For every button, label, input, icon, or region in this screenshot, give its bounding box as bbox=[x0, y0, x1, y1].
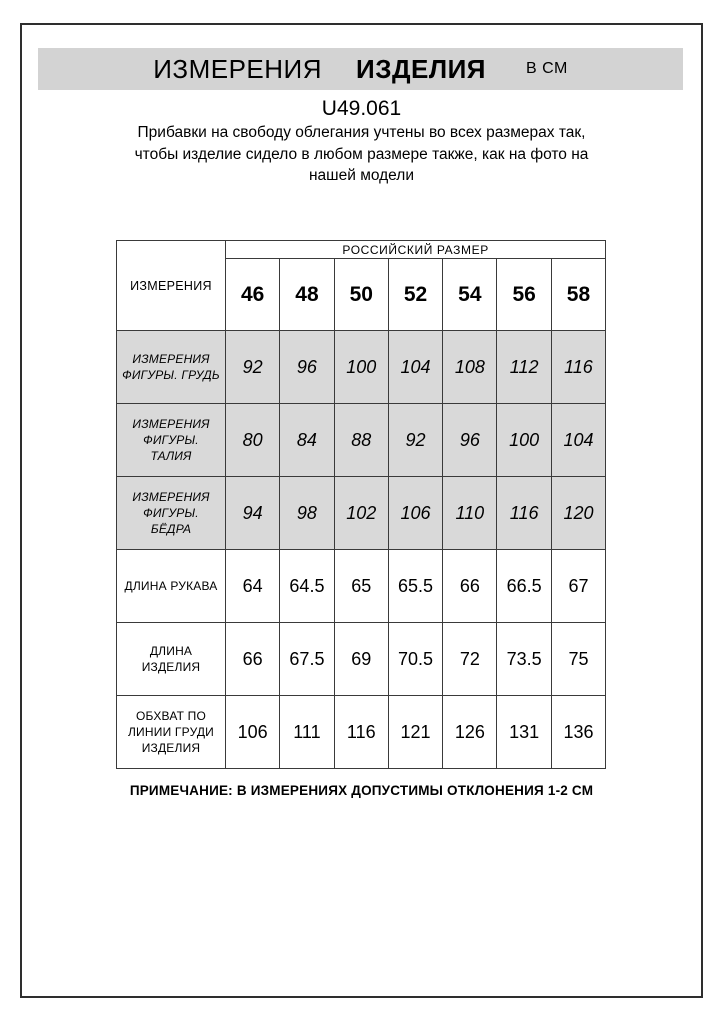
banner-title-product: ИЗДЕЛИЯ bbox=[356, 53, 486, 84]
intro-line-1: Прибавки на свободу облегания учтены во всех размерах так, bbox=[137, 124, 586, 141]
table-row-chest-girth-item bbox=[117, 696, 606, 769]
table-cell: 121 bbox=[388, 696, 442, 769]
table-cell: 75 bbox=[551, 623, 605, 696]
table-cell: 108 bbox=[443, 331, 497, 404]
size-header-50: 50 bbox=[334, 259, 388, 331]
table-cell: 92 bbox=[226, 331, 280, 404]
size-header-52: 52 bbox=[388, 259, 442, 331]
table-cell: 106 bbox=[388, 477, 442, 550]
size-header-54: 54 bbox=[443, 259, 497, 331]
row-label: ИЗМЕРЕНИЯ ФИГУРЫ. БЁДРА bbox=[117, 477, 226, 550]
table-cell: 69 bbox=[334, 623, 388, 696]
russian-size-group-header: РОССИЙСКИЙ РАЗМЕР bbox=[226, 241, 606, 259]
header-banner bbox=[38, 48, 683, 90]
table-cell: 66 bbox=[226, 623, 280, 696]
table-cell: 116 bbox=[497, 477, 551, 550]
table-header-group-row bbox=[117, 241, 606, 259]
measurements-column-header: ИЗМЕРЕНИЯ bbox=[117, 241, 226, 331]
table-cell: 116 bbox=[551, 331, 605, 404]
table-cell: 96 bbox=[443, 404, 497, 477]
table-cell: 64.5 bbox=[280, 550, 334, 623]
intro-text bbox=[22, 122, 701, 187]
size-header-46: 46 bbox=[226, 259, 280, 331]
table-cell: 67 bbox=[551, 550, 605, 623]
intro-line-2: чтобы изделие сидело в любом размере также, как на фото на bbox=[134, 145, 589, 163]
table-cell: 104 bbox=[388, 331, 442, 404]
table-cell: 120 bbox=[551, 477, 605, 550]
intro-line-3: нашей модели bbox=[309, 167, 414, 184]
table-cell: 65 bbox=[334, 550, 388, 623]
table-cell: 80 bbox=[226, 404, 280, 477]
table-cell: 65.5 bbox=[388, 550, 442, 623]
table-cell: 64 bbox=[226, 550, 280, 623]
table-row-chest bbox=[117, 331, 606, 404]
row-label: ДЛИНА РУКАВА bbox=[117, 550, 226, 623]
table-cell: 84 bbox=[280, 404, 334, 477]
row-label: ОБХВАТ ПО ЛИНИИ ГРУДИ ИЗДЕЛИЯ bbox=[117, 696, 226, 769]
table-row-sleeve-length bbox=[117, 550, 606, 623]
table-cell: 88 bbox=[334, 404, 388, 477]
size-table bbox=[116, 240, 606, 769]
table-cell: 73.5 bbox=[497, 623, 551, 696]
table-cell: 102 bbox=[334, 477, 388, 550]
size-header-48: 48 bbox=[280, 259, 334, 331]
banner-unit-label: В СМ bbox=[525, 60, 568, 77]
table-cell: 72 bbox=[443, 623, 497, 696]
table-cell: 100 bbox=[497, 404, 551, 477]
table-cell: 66.5 bbox=[497, 550, 551, 623]
row-label: ИЗМЕРЕНИЯ ФИГУРЫ. ТАЛИЯ bbox=[117, 404, 226, 477]
table-cell: 112 bbox=[497, 331, 551, 404]
table-cell: 94 bbox=[226, 477, 280, 550]
table-cell: 106 bbox=[226, 696, 280, 769]
table-cell: 111 bbox=[280, 696, 334, 769]
table-cell: 70.5 bbox=[388, 623, 442, 696]
table-row-waist bbox=[117, 404, 606, 477]
table-cell: 96 bbox=[280, 331, 334, 404]
table-row-hips bbox=[117, 477, 606, 550]
table-cell: 136 bbox=[551, 696, 605, 769]
table-cell: 116 bbox=[334, 696, 388, 769]
table-cell: 67.5 bbox=[280, 623, 334, 696]
table-cell: 100 bbox=[334, 331, 388, 404]
table-row-item-length bbox=[117, 623, 606, 696]
table-cell: 98 bbox=[280, 477, 334, 550]
table-cell: 110 bbox=[443, 477, 497, 550]
table-cell: 126 bbox=[443, 696, 497, 769]
table-cell: 66 bbox=[443, 550, 497, 623]
table-cell: 92 bbox=[388, 404, 442, 477]
page-frame bbox=[20, 23, 703, 998]
table-cell: 104 bbox=[551, 404, 605, 477]
tolerance-note: ПРИМЕЧАНИЕ: В ИЗМЕРЕНИЯХ ДОПУСТИМЫ ОТКЛОНЕНИЯ 1-2 СМ bbox=[129, 783, 594, 798]
row-label: ИЗМЕРЕНИЯ ФИГУРЫ. ГРУДЬ bbox=[117, 331, 226, 404]
product-code: U49.061 bbox=[321, 97, 402, 120]
row-label: ДЛИНА ИЗДЕЛИЯ bbox=[117, 623, 226, 696]
banner-title-measurements: ИЗМЕРЕНИЯ bbox=[153, 53, 323, 84]
size-header-56: 56 bbox=[497, 259, 551, 331]
size-header-58: 58 bbox=[551, 259, 605, 331]
table-cell: 131 bbox=[497, 696, 551, 769]
